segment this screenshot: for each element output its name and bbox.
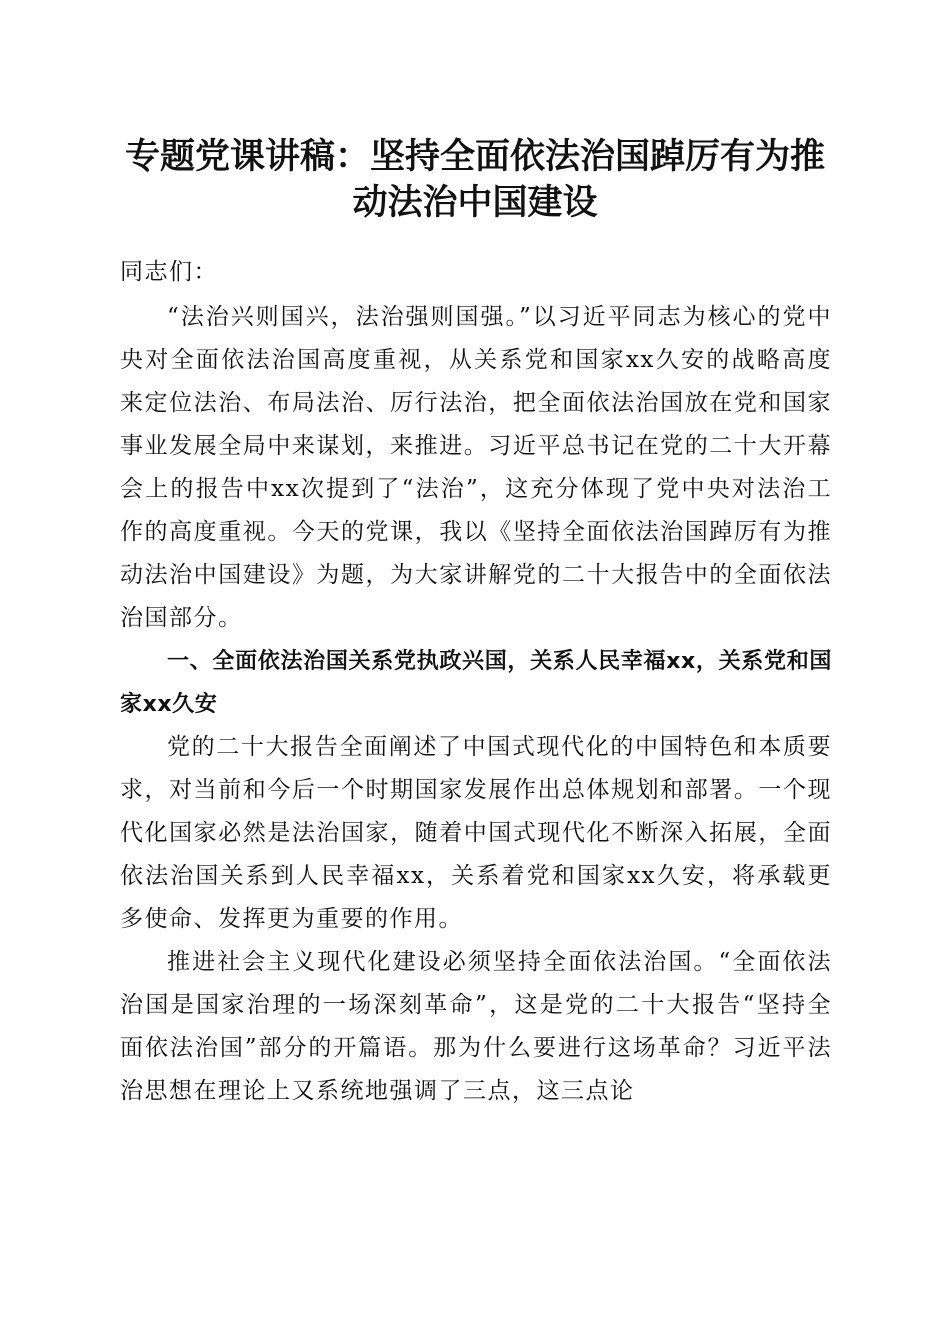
title-line-2: 动法治中国建设 <box>352 182 598 223</box>
intro-paragraph: “法治兴则国兴，法治强则国强。”以习近平同志为核心的党中央对全面依法治国高度重视，从关系党和国家xx久安的战略高度来定位法治、布局法治、厉行法治，把全面依法治国放在党和国家事业发展全局中来谋划，来推进。习近平总书记在党的二十大开幕会上的报告中xx次提到了“法治”，这充分体现了党中央对法治工作的高度重视。今天的党课，我以《坚持全面依法治国踔厉有为推动法治中国建设》为题，为大家讲解党的二十大报告中的全面依法治国部分。 <box>120 304 832 631</box>
section-heading-1: 一、全面依法治国关系党执政兴国，关系人民幸福xx，关系党和国家xx久安 <box>120 649 832 717</box>
document-body <box>120 251 832 1113</box>
title-line-1: 专题党课讲稿：坚持全面依法治国踔厉有为推 <box>124 136 825 177</box>
section1-paragraph-2: 推进社会主义现代化建设必须坚持全面依法治国。“全面依法治国是国家治理的一场深刻革命”，这是党的二十大报告“坚持全面依法治国”部分的开篇语。那为什么要进行这场革命？习近平法治思想在理论上又系统地强调了三点，这三点论 <box>120 949 832 1104</box>
document-title <box>110 134 840 226</box>
salutation: 同志们： <box>120 259 218 285</box>
section1-paragraph-1: 党的二十大报告全面阐述了中国式现代化的中国特色和本质要求，对当前和今后一个时期国家发展作出总体规划和部署。一个现代化国家必然是法治国家，随着中国式现代化不断深入拓展，全面依法治国关系到人民幸福xx，关系着党和国家xx久安，将承载更多使命、发挥更为重要的作用。 <box>120 734 832 932</box>
